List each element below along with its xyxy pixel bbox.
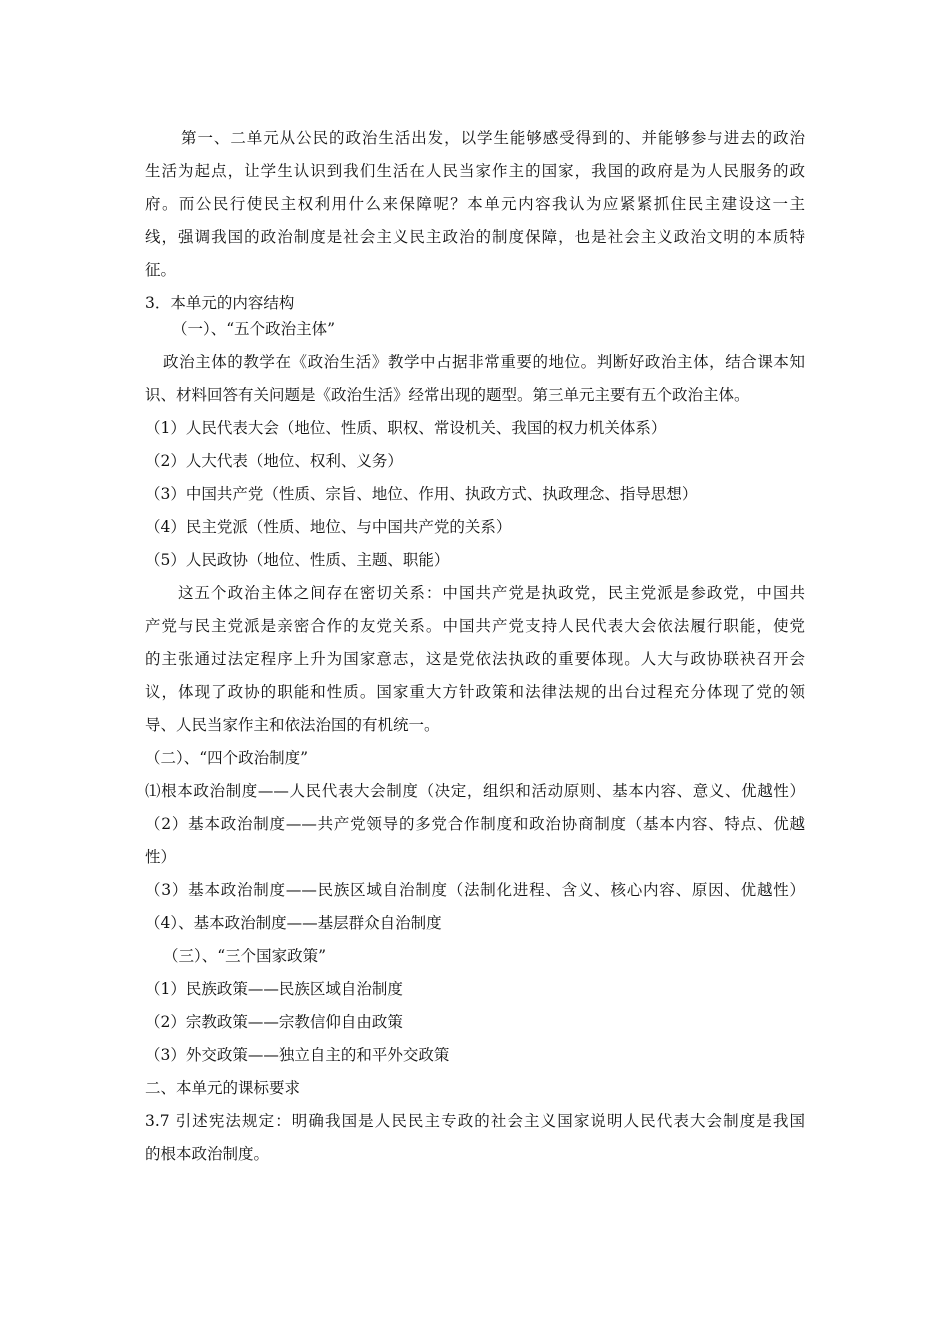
sub2-item-1: ⑴根本政治制度——人民代表大会制度（决定，组织和活动原则、基本内容、意义、优越性）	[145, 782, 805, 800]
section-3-heading: 3．本单元的内容结构	[145, 294, 295, 312]
intro-line-1: 第一、二单元从公民的政治生活出发，以学生能够感受得到的、并能够参与进去的政治	[181, 129, 805, 147]
sub2-item-4: （4）、基本政治制度——基层群众自治制度	[145, 914, 442, 932]
sub3-item-1: （1）民族政策——民族区域自治制度	[145, 980, 403, 998]
sub1-item-2: （2）人大代表（地位、权利、义务）	[145, 452, 403, 470]
sub1-item-1: （1）人民代表大会（地位、性质、职权、常设机关、我国的权力机关体系）	[145, 419, 667, 437]
sub1-para-line-1: 政治主体的教学在《政治生活》教学中占据非常重要的地位。判断好政治主体，结合课本知	[163, 353, 805, 371]
intro-line-3: 府。而公民行使民主权利用什么来保障呢？本单元内容我认为应紧紧抓住民主建设这一主	[145, 195, 805, 213]
sub1-item-3: （3）中国共产党（性质、宗旨、地位、作用、执政方式、执政理念、指导思想）	[145, 485, 698, 503]
relation-line-3: 的主张通过法定程序上升为国家意志，这是党依法执政的重要体现。人大与政协联袂召开会	[145, 650, 805, 668]
relation-line-1: 这五个政治主体之间存在密切关系：中国共产党是执政党，民主党派是参政党，中国共	[178, 584, 805, 602]
sub1-item-4: （4）民主党派（性质、地位、与中国共产党的关系）	[145, 518, 512, 536]
intro-line-5: 征。	[145, 261, 177, 279]
sub2-item-2: （2）基本政治制度——共产党领导的多党合作制度和政治协商制度（基本内容、特点、优越	[145, 815, 805, 833]
sub3-heading: （三）、“三个国家政策”	[163, 947, 327, 965]
relation-line-5: 导、人民当家作主和依法治国的有机统一。	[145, 716, 440, 734]
sub1-heading: （一）、“五个政治主体”	[172, 320, 336, 338]
sub2-item-2-cont: 性）	[145, 848, 177, 866]
part2-heading: 二、本单元的课标要求	[145, 1079, 301, 1097]
relation-line-2: 产党与民主党派是亲密合作的友党关系。中国共产党支持人民代表大会依法履行职能，使党	[145, 617, 805, 635]
intro-line-2: 生活为起点，让学生认识到我们生活在人民当家作主的国家，我国的政府是为人民服务的政	[145, 162, 805, 180]
sub3-item-3: （3）外交政策——独立自主的和平外交政策	[145, 1046, 450, 1064]
sub1-item-5: （5）人民政协（地位、性质、主题、职能）	[145, 551, 450, 569]
sub3-item-2: （2）宗教政策——宗教信仰自由政策	[145, 1013, 403, 1031]
sub2-heading: （二）、“四个政治制度”	[145, 749, 309, 767]
part2-line-1: 3.7 引述宪法规定：明确我国是人民民主专政的社会主义国家说明人民代表大会制度是我国	[145, 1112, 805, 1130]
intro-line-4: 线，强调我国的政治制度是社会主义民主政治的制度保障，也是社会主义政治文明的本质特	[145, 228, 805, 246]
part2-line-2: 的根本政治制度。	[145, 1145, 270, 1163]
sub2-item-3: （3）基本政治制度——民族区域自治制度（法制化进程、含义、核心内容、原因、优越性）	[145, 881, 805, 899]
sub1-para-line-2: 识、材料回答有关问题是《政治生活》经常出现的题型。第三单元主要有五个政治主体。	[145, 386, 750, 404]
relation-line-4: 议，体现了政协的职能和性质。国家重大方针政策和法律法规的出台过程充分体现了党的领	[145, 683, 805, 701]
